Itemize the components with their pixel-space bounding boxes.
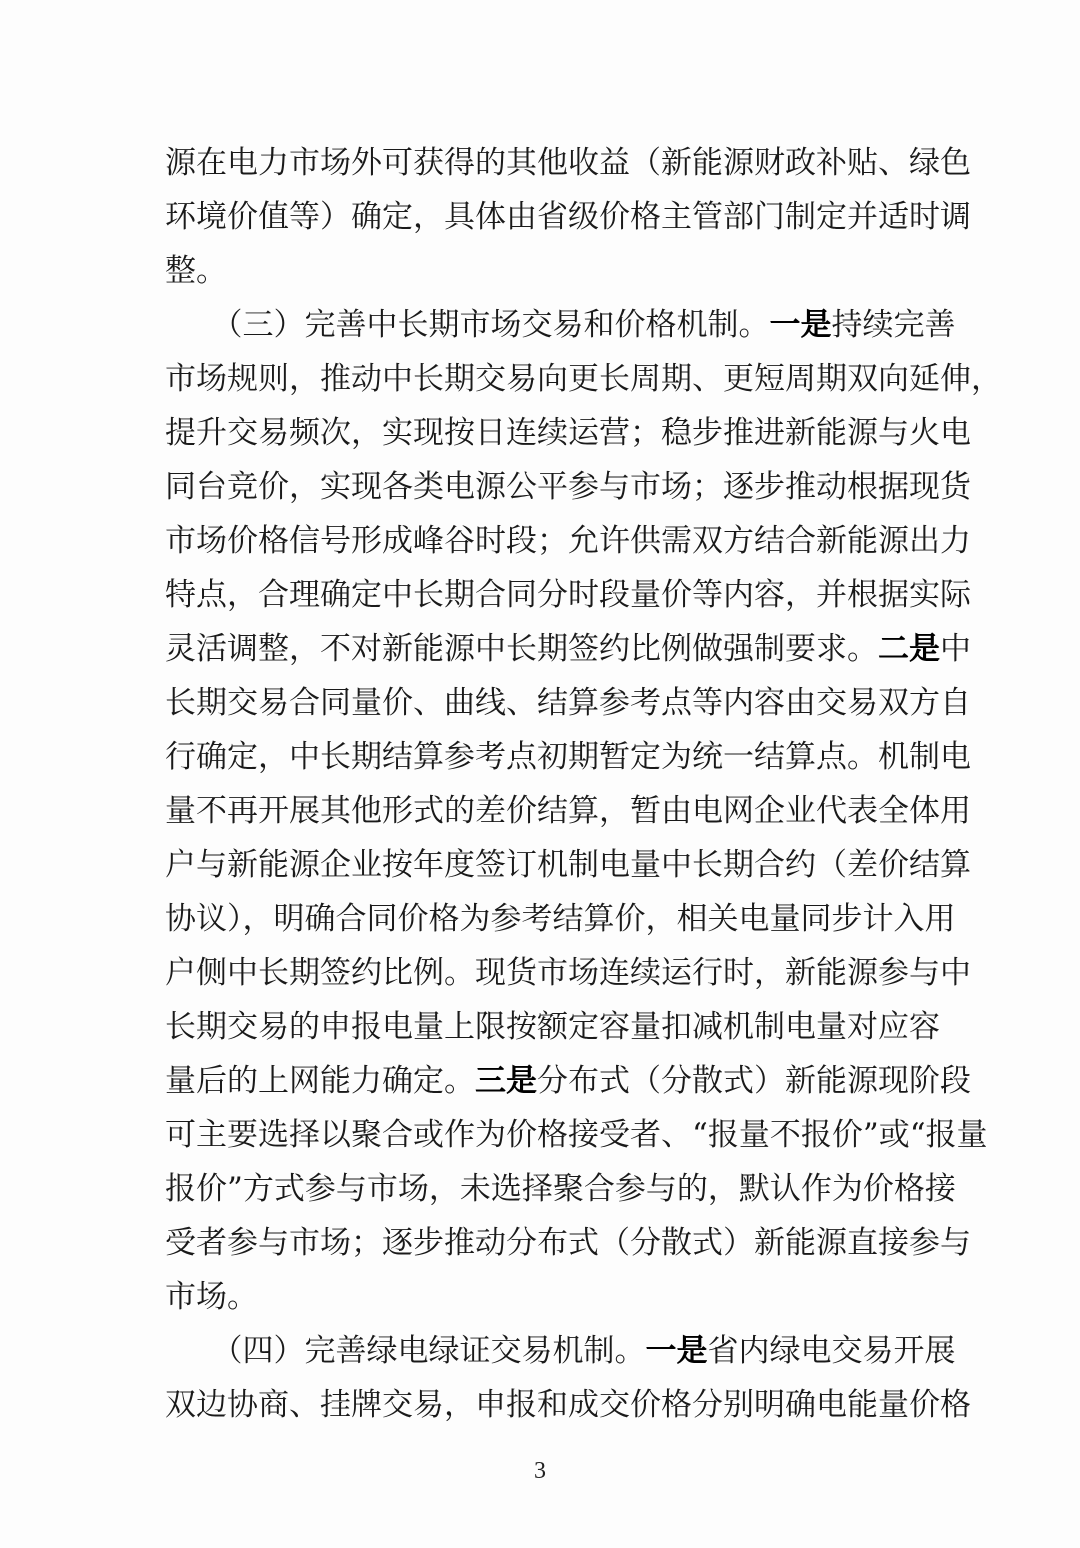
text-segment: 可主要选择以聚合或作为价格接受者、“报量不报价”或“报量 [165, 1117, 988, 1153]
text-line [165, 1324, 956, 1378]
text-line [165, 460, 971, 514]
text-segment: 省内绿电交易开展 [707, 1333, 956, 1369]
text-line [165, 136, 971, 190]
emphasis-label: 三是 [475, 1063, 537, 1099]
text-line [165, 784, 971, 838]
text-segment: 户侧中长期签约比例。现货市场连续运行时，新能源参与中 [165, 955, 971, 991]
text-line [165, 568, 971, 622]
text-segment: 长期交易合同量价、曲线、结算参考点等内容由交易双方自 [165, 685, 971, 721]
text-line [165, 946, 971, 1000]
text-segment: （三）完善中长期市场交易和价格机制。 [165, 307, 770, 343]
text-line [165, 730, 971, 784]
text-segment: 市场价格信号形成峰谷时段；允许供需双方结合新能源出力 [165, 523, 971, 559]
emphasis-label: 一是 [645, 1333, 708, 1369]
text-line [165, 1000, 940, 1054]
text-line [165, 298, 956, 352]
text-line [165, 1270, 920, 1324]
text-segment: 报价”方式参与市场，未选择聚合参与的，默认作为价格接 [165, 1171, 956, 1207]
text-line [165, 406, 971, 460]
text-segment: 量后的上网能力确定。 [165, 1063, 475, 1099]
text-line [165, 838, 971, 892]
text-line [165, 1378, 971, 1432]
text-segment: 量不再开展其他形式的差价结算，暂由电网企业代表全体用 [165, 793, 971, 829]
text-segment: （四）完善绿电绿证交易机制。 [165, 1333, 646, 1369]
emphasis-label: 一是 [769, 307, 832, 343]
text-line [165, 352, 1002, 406]
text-segment: 提升交易频次，实现按日连续运营；稳步推进新能源与火电 [165, 415, 971, 451]
text-line [165, 892, 956, 946]
text-segment: 特点，合理确定中长期合同分时段量价等内容，并根据实际 [165, 577, 971, 613]
text-segment: 灵活调整，不对新能源中长期签约比例做强制要求。 [165, 631, 878, 667]
text-segment: 整。 [165, 253, 227, 289]
text-segment: 行确定，中长期结算参考点初期暂定为统一结算点。机制电 [165, 739, 971, 775]
text-segment: 中 [940, 631, 971, 667]
text-segment: 同台竞价，实现各类电源公平参与市场；逐步推动根据现货 [165, 469, 971, 505]
text-segment: 分布式（分散式）新能源现阶段 [537, 1063, 971, 1099]
emphasis-label: 二是 [878, 631, 940, 667]
text-segment: 市场规则，推动中长期交易向更长周期、更短周期双向延伸， [165, 361, 1002, 397]
text-line [165, 190, 971, 244]
text-line [165, 514, 971, 568]
text-line [165, 622, 971, 676]
text-line [165, 1054, 971, 1108]
text-segment: 户与新能源企业按年度签订机制电量中长期合约（差价结算 [165, 847, 971, 883]
text-segment: 协议），明确合同价格为参考结算价，相关电量同步计入用 [165, 901, 956, 937]
text-line [165, 1108, 988, 1162]
text-line [165, 1216, 971, 1270]
text-segment: 双边协商、挂牌交易，申报和成交价格分别明确电能量价格 [165, 1387, 971, 1423]
text-segment: 源在电力市场外可获得的其他收益（新能源财政补贴、绿色 [165, 145, 971, 181]
page-number: 3 [534, 1458, 546, 1484]
text-line [165, 676, 971, 730]
text-segment: 环境价值等）确定，具体由省级价格主管部门制定并适时调 [165, 199, 971, 235]
body-text [165, 136, 1002, 1432]
text-segment: 受者参与市场；逐步推动分布式（分散式）新能源直接参与 [165, 1225, 971, 1261]
text-segment: 持续完善 [831, 307, 956, 343]
text-line [165, 1162, 956, 1216]
text-segment: 长期交易的申报电量上限按额定容量扣减机制电量对应容 [165, 1009, 940, 1045]
text-line [165, 244, 920, 298]
text-segment: 市场。 [165, 1279, 258, 1315]
